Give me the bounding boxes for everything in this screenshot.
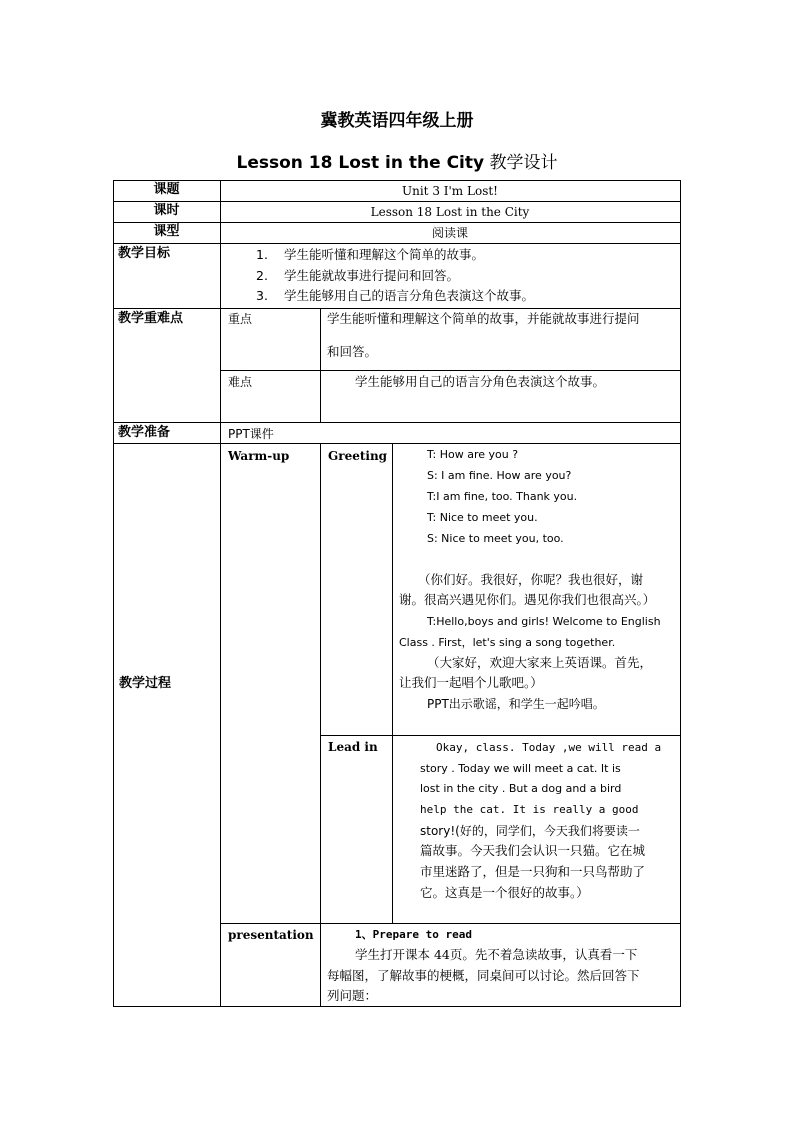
warmup-stage: Warm-up [228, 449, 290, 463]
presentation-line: 学生打开课本 44页。先不着急读故事，认真看一下 [355, 947, 638, 962]
topic-value: Unit 3 I'm Lost! [402, 184, 498, 198]
type-value: 阅读课 [431, 226, 468, 240]
dialogue-line: T: Nice to meet you. [427, 511, 538, 524]
goal-number: 1. [256, 247, 268, 262]
goal-item [256, 288, 534, 304]
grid-line [113, 201, 680, 202]
focus-text: 学生能听懂和理解这个简单的故事，并能就故事进行提问 [327, 311, 640, 326]
grid-line [220, 923, 680, 924]
grid-line [320, 308, 321, 422]
document-title: 冀教英语四年级上册 [320, 111, 474, 131]
translation-line: 谢。很高兴遇见你们。遇见你我们也很高兴。） [399, 592, 656, 607]
leadin-line: story . Today we will meet a cat. It is [420, 762, 621, 775]
grid-line [113, 243, 680, 244]
dialogue-line: T:I am fine, too. Thank you. [427, 490, 578, 503]
leadin-line: 市里迷路了，但是一只狗和一只鸟帮助了 [420, 864, 646, 879]
goal-item [256, 268, 459, 284]
focus-label: 重点 [228, 312, 253, 326]
goal-number: 3. [256, 288, 268, 303]
prep-value: PPT课件 [228, 427, 274, 441]
document-subtitle [0, 148, 794, 173]
grid-line [320, 443, 321, 1007]
dialogue-line: S: Nice to meet you, too. [427, 532, 564, 545]
focus-text-cont: 和回答。 [327, 344, 378, 359]
grid-line [680, 180, 681, 1007]
subtitle-lesson: Lesson 18 Lost in the City [236, 153, 485, 173]
goals-label: 教学目标 [118, 246, 171, 261]
period-value: Lesson 18 Lost in the City [370, 205, 530, 219]
leadin-line: lost in the city . But a dog and a bird [420, 782, 622, 795]
goal-text: 学生能够用自己的语言分角色表演这个故事。 [284, 288, 535, 303]
goal-text: 学生能就故事进行提问和回答。 [284, 268, 460, 283]
presentation-line: 列问题： [327, 988, 378, 1003]
leadin-step: Lead in [328, 740, 378, 754]
dialogue-line: T: How are you ? [427, 448, 519, 461]
difficulty-label: 难点 [228, 375, 253, 389]
grid-line [113, 443, 680, 444]
topic-label: 课题 [153, 182, 180, 197]
goal-text: 学生能听懂和理解这个简单的故事。 [284, 247, 485, 262]
presentation-stage: presentation [228, 928, 314, 942]
type-label: 课型 [153, 224, 180, 239]
grid-line [113, 180, 114, 1007]
greeting-step: Greeting [328, 449, 388, 463]
grid-line [392, 443, 393, 923]
goal-item [256, 247, 484, 263]
subtitle-suffix: 教学设计 [489, 153, 558, 173]
translation-line: 让我们一起唱个儿歌吧。） [399, 675, 543, 690]
translation-line: （大家好，欢迎大家来上英语课。首先， [427, 655, 653, 670]
dialogue-line: Class . First，let's sing a song together. [399, 636, 616, 649]
key-label: 教学重难点 [118, 311, 184, 326]
activity-line: PPT出示歌谣，和学生一起吟唱。 [427, 697, 605, 711]
grid-line [113, 422, 680, 423]
grid-line [220, 180, 221, 1007]
grid-line [113, 180, 680, 181]
leadin-line: help the cat. It is really a good [420, 803, 639, 816]
grid-line [320, 735, 680, 736]
dialogue-line: S: I am fine. How are you? [427, 469, 572, 482]
grid-line [220, 370, 680, 371]
difficulty-text: 学生能够用自己的语言分角色表演这个故事。 [355, 374, 606, 389]
grid-line [113, 1006, 680, 1007]
translation-line: （你们好。我很好，你呢？我也很好，谢 [418, 572, 644, 587]
grid-line [113, 308, 680, 309]
leadin-line: 它。这真是一个很好的故事。） [420, 885, 589, 900]
period-label: 课时 [153, 203, 180, 218]
grid-line [113, 222, 680, 223]
leadin-line: Okay, class. Today ,we will read a [436, 741, 662, 754]
dialogue-line: T:Hello,boys and girls! Welcome to English [427, 615, 661, 628]
presentation-heading: 1、Prepare to read [355, 928, 472, 941]
leadin-line: 篇故事。今天我们会认识一只猫。它在城 [420, 843, 646, 858]
goal-number: 2. [256, 268, 268, 283]
prep-label: 教学准备 [118, 425, 171, 440]
leadin-line: story!(好的，同学们，今天我们将要读一 [420, 824, 640, 838]
process-label: 教学过程 [119, 676, 172, 691]
presentation-line: 每幅图，了解故事的梗概，同桌间可以讨论。然后回答下 [327, 968, 640, 983]
